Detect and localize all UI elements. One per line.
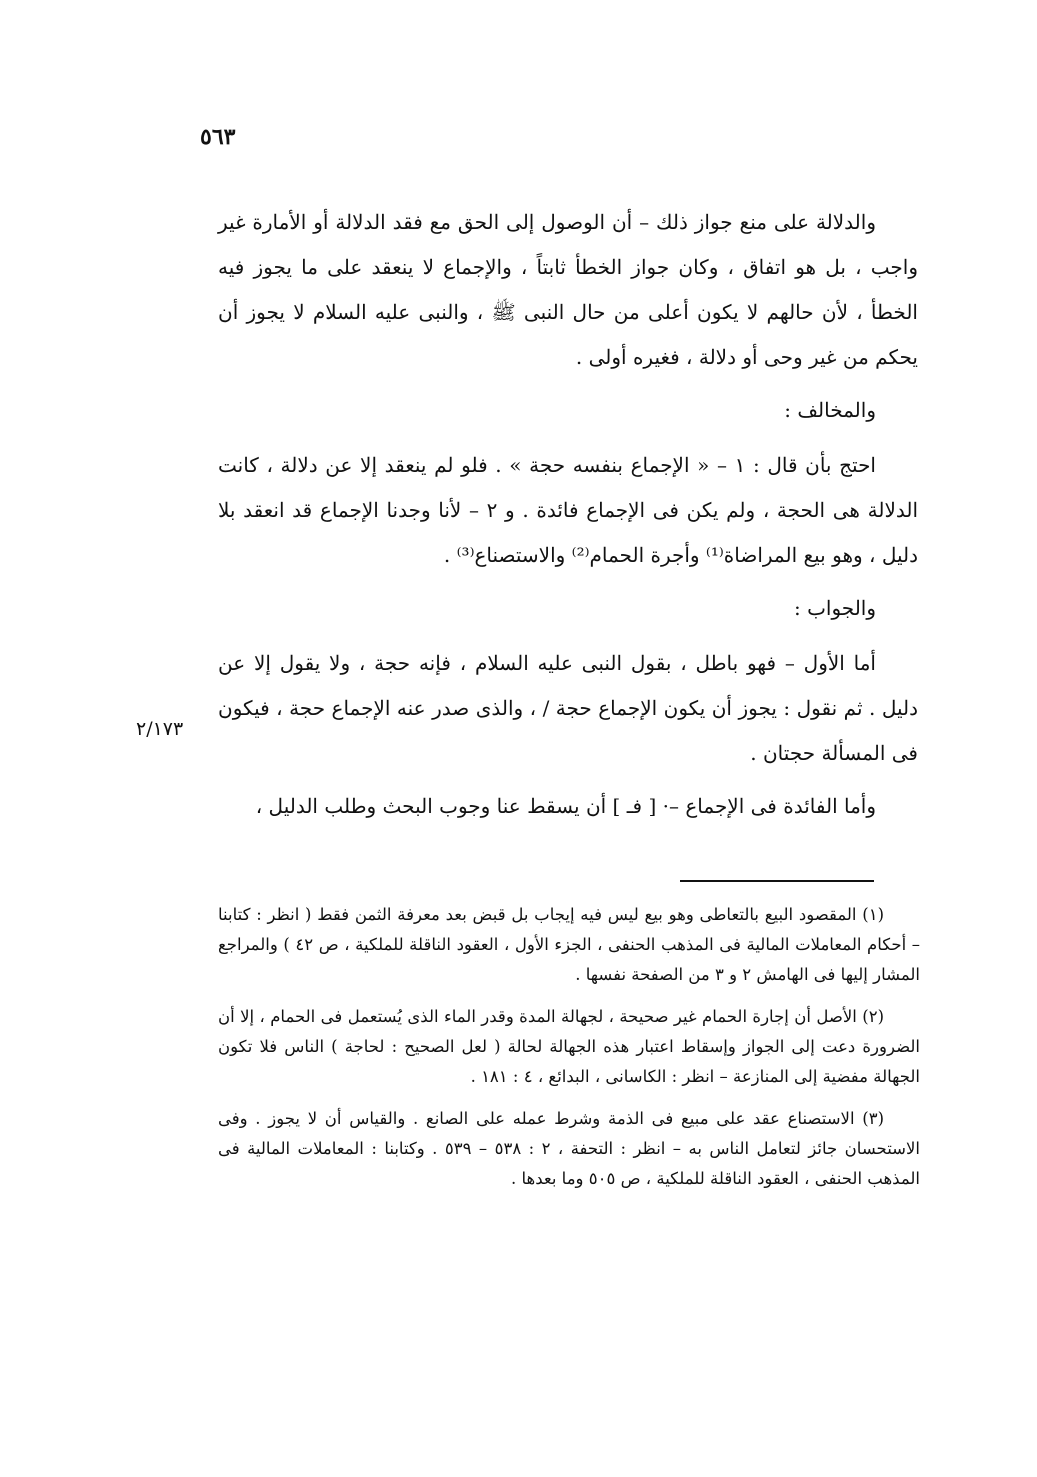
footnote: (٢) الأصل أن إجارة الحمام غير صحيحة ، لجهالة المدة وقدر الماء الذى يُستعمل فى الحمام ، إلا أن الضرورة دعت إلى الجواز وإسقاط اعتبار هذه الجهالة لحالة ( لعل الصحيح : لحاجة ) الناس فلا تكون الجهالة مفضية إلى المنازعة – انظر : الكاسانى ، البدائع ، ٤ : ١٨١ . [218, 1007, 920, 1086]
paragraph: احتج بأن قال : ١ – « الإجماع بنفسه حجة » . فلو لم ينعقد إلا عن دلالة ، كانت الدلالة هى الحجة ، ولم يكن فى الإجماع فائدة . و ٢ – لأنا وجدنا الإجماع قد انعقد بلا دليل ، وهو بيع المراضاة⁽¹⁾ وأجرة الحمام⁽²⁾ والاستصناع⁽³⁾ . [218, 453, 918, 567]
paragraph: وأما الفائدة فى الإجماع –· [ فـ ] أن يسقط عنا وجوب البحث وطلب الدليل ، [255, 794, 876, 818]
footnote-separator [680, 880, 874, 882]
paragraph: والدلالة على منع جواز ذلك – أن الوصول إلى الحق مع فقد الدلالة أو الأمارة غير واجب ، بل هو اتفاق ، وكان جواز الخطأ ثابتاً ، والإجماع لا ينعقد على ما يجوز فيه الخطأ ، لأن حالهم لا يكون أعلى من حال النبى ﷺ ، والنبى عليه السلام لا يجوز أن يحكم من غير وحى أو دلالة ، فغيره أولى . [218, 210, 918, 369]
section-heading: والمخالف : [784, 398, 876, 422]
page-number: ٥٦٣ [200, 124, 236, 150]
main-text [218, 200, 918, 837]
paragraph: أما الأول – فهو باطل ، بقول النبى عليه السلام ، فإنه حجة ، ولا يقول إلا عن دليل . ثم نقول : يجوز أن يكون الإجماع حجة / ، والذى صدر عنه الإجماع حجة ، فيكون فى المسألة حجتان . [218, 651, 918, 765]
section-heading: والجواب : [793, 596, 876, 620]
footnote: (١) المقصود البيع بالتعاطى وهو بيع ليس فيه إيجاب بل قبض بعد معرفة الثمن فقط ( انظر : كتابنا – أحكام المعاملات المالية فى المذهب الحنفى ، الجزء الأول ، العقود الناقلة للملكية ، ص ٤٢ ) والمراجع المشار إليها فى الهامش ٢ و ٣ من الصفحة نفسها . [218, 905, 921, 984]
footnotes [218, 900, 920, 1206]
margin-page-reference: ٢/١٧٣ [136, 718, 184, 740]
footnote: (٣) الاستصناع عقد على مبيع فى الذمة وشرط عمله على الصانع . والقياس أن لا يجوز . وفى الاستحسان جائز لتعامل الناس به – انظر : التحفة ، ٢ : ٥٣٨ – ٥٣٩ . وكتابنا : المعاملات المالية فى المذهب الحنفى ، العقود الناقلة للملكية ، ص ٥٠٥ وما بعدها . [218, 1109, 920, 1188]
